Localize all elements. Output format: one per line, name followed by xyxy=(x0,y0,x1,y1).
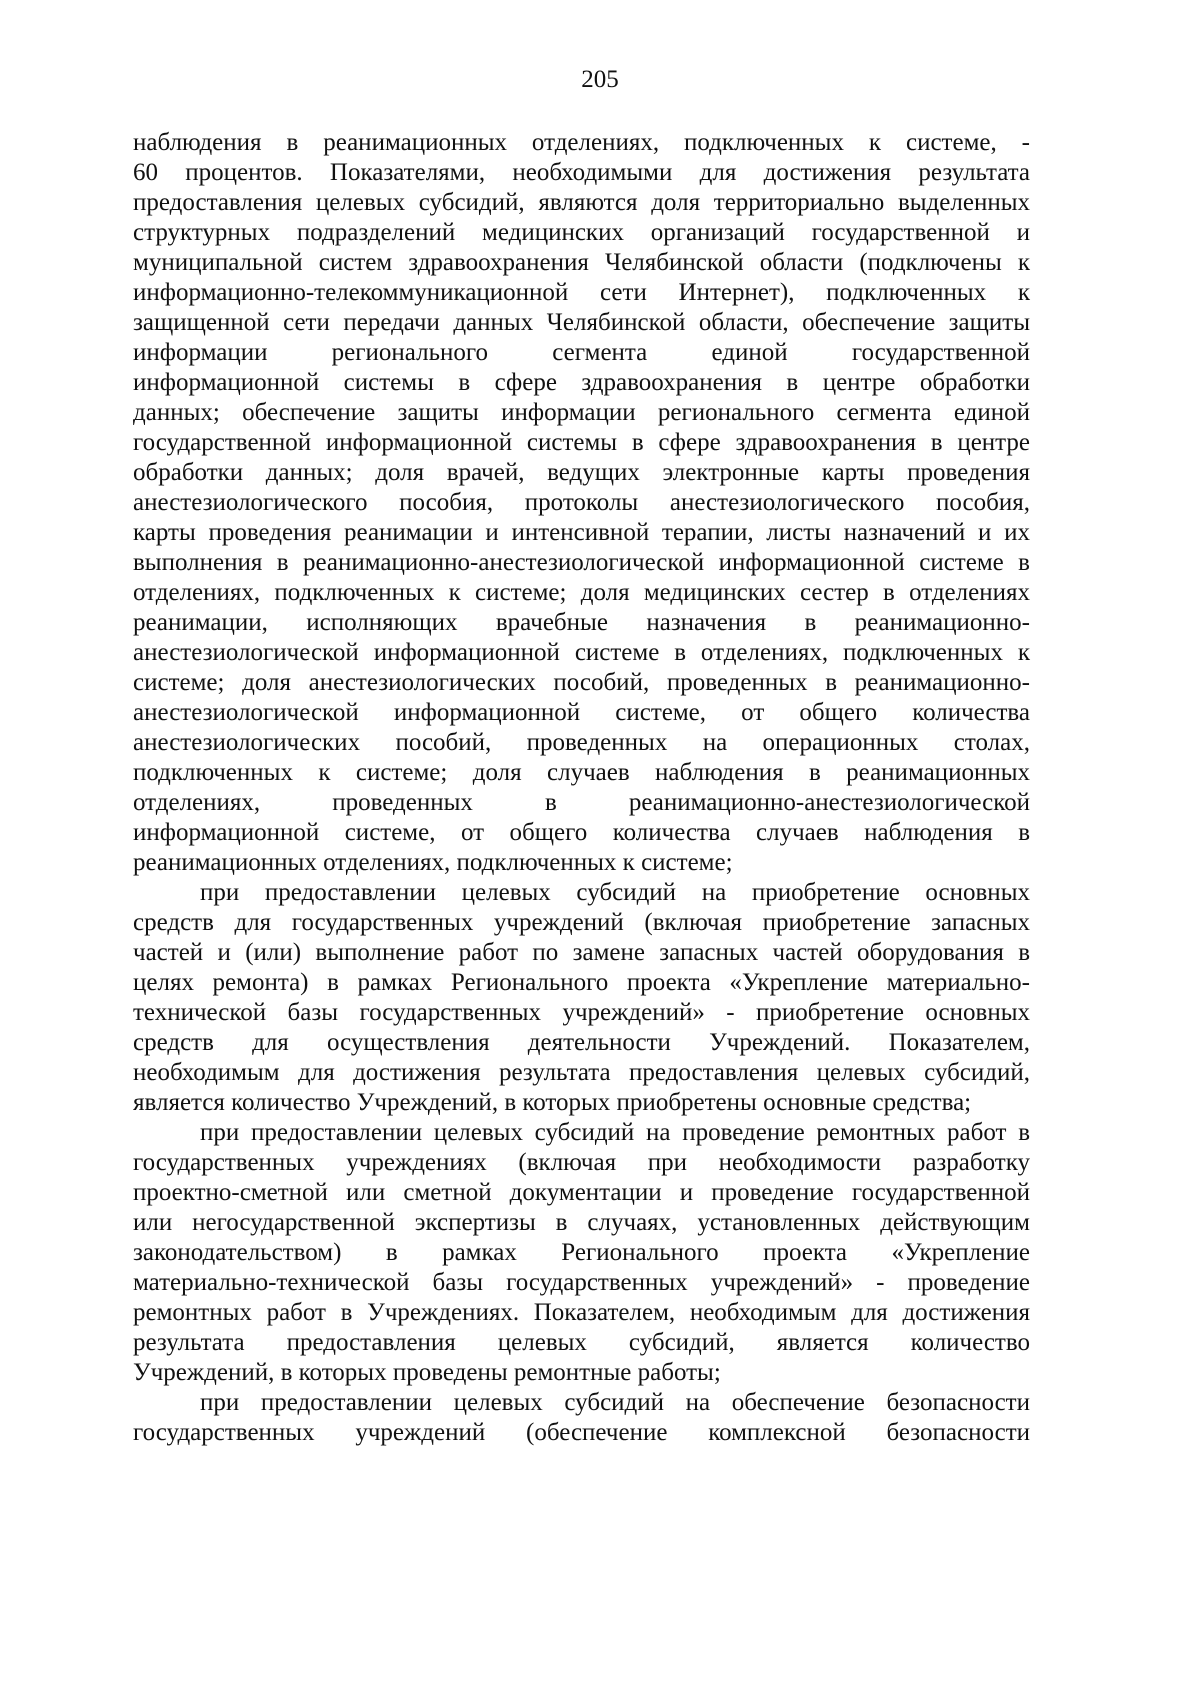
text-line: средств для осуществления деятельности Учреждений. Показателем, xyxy=(133,1029,1030,1056)
text-line: информационной системе, от общего количества случаев наблюдения в xyxy=(133,819,1030,846)
text-line: Учреждений, в которых проведены ремонтные работы; xyxy=(133,1359,721,1386)
text-line: наблюдения в реанимационных отделениях, подключенных к системе, - xyxy=(133,129,1030,156)
text-line: информации регионального сегмента единой государственной xyxy=(133,339,1030,366)
text-line: является количество Учреждений, в которых приобретены основные средства; xyxy=(133,1089,972,1116)
text-line: анестезиологических пособий, проведенных на операционных столах, xyxy=(133,729,1030,756)
text-line: выполнения в реанимационно-анестезиологической информационной системе в xyxy=(133,549,1030,576)
text-line: государственной информационной системы в сфере здравоохранения в центре xyxy=(133,429,1030,456)
text-line: подключенных к системе; доля случаев наблюдения в реанимационных xyxy=(133,759,1030,786)
text-line: государственных учреждениях (включая при необходимости разработку xyxy=(133,1149,1030,1176)
text-line: защищенной сети передачи данных Челябинской области, обеспечение защиты xyxy=(133,309,1030,336)
text-line: анестезиологической информационной системе в отделениях, подключенных к xyxy=(133,639,1030,666)
text-line: при предоставлении целевых субсидий на проведение ремонтных работ в xyxy=(200,1119,1030,1146)
text-line: проектно-сметной или сметной документации и проведение государственной xyxy=(133,1179,1030,1206)
text-line: технической базы государственных учреждений» - приобретение основных xyxy=(133,999,1030,1026)
document-body xyxy=(133,128,1030,1448)
text-line: муниципальной систем здравоохранения Челябинской области (подключены к xyxy=(133,249,1030,276)
text-line: отделениях, проведенных в реанимационно-анестезиологической xyxy=(133,789,1030,816)
text-line: предоставления целевых субсидий, являются доля территориально выделенных xyxy=(133,189,1030,216)
text-line: 60 процентов. Показателями, необходимыми для достижения результата xyxy=(133,159,1030,186)
text-line: структурных подразделений медицинских организаций государственной и xyxy=(133,219,1030,246)
paragraph xyxy=(133,878,1030,1118)
text-line: материально-технической базы государственных учреждений» - проведение xyxy=(133,1269,1030,1296)
text-line: анестезиологической информационной системе, от общего количества xyxy=(133,699,1030,726)
text-line: анестезиологического пособия, протоколы анестезиологического пособия, xyxy=(133,489,1030,516)
paragraph xyxy=(133,1388,1030,1448)
text-line: целях ремонта) в рамках Регионального проекта «Укрепление материально- xyxy=(133,969,1030,996)
text-line: средств для государственных учреждений (включая приобретение запасных xyxy=(133,909,1030,936)
page-number: 205 xyxy=(581,66,619,93)
text-line: частей и (или) выполнение работ по замене запасных частей оборудования в xyxy=(133,939,1030,966)
text-line: или негосударственной экспертизы в случаях, установленных действующим xyxy=(133,1209,1030,1236)
text-line: данных; обеспечение защиты информации регионального сегмента единой xyxy=(133,399,1030,426)
paragraph xyxy=(133,1118,1030,1388)
text-line: законодательством) в рамках Регионального проекта «Укрепление xyxy=(133,1239,1030,1266)
text-line: необходимым для достижения результата предоставления целевых субсидий, xyxy=(133,1059,1030,1086)
text-line: карты проведения реанимации и интенсивной терапии, листы назначений и их xyxy=(133,519,1030,546)
text-line: обработки данных; доля врачей, ведущих электронные карты проведения xyxy=(133,459,1030,486)
paragraph xyxy=(133,128,1030,878)
text-line: при предоставлении целевых субсидий на приобретение основных xyxy=(200,879,1030,906)
text-line: информационной системы в сфере здравоохранения в центре обработки xyxy=(133,369,1030,396)
text-line: государственных учреждений (обеспечение комплексной безопасности xyxy=(133,1419,1030,1446)
text-line: при предоставлении целевых субсидий на обеспечение безопасности xyxy=(200,1389,1030,1416)
text-line: реанимации, исполняющих врачебные назначения в реанимационно- xyxy=(133,609,1030,636)
text-line: информационно-телекоммуникационной сети Интернет), подключенных к xyxy=(133,279,1030,306)
text-line: результата предоставления целевых субсидий, является количество xyxy=(133,1329,1030,1356)
text-line: реанимационных отделениях, подключенных к системе; xyxy=(133,849,733,876)
text-line: ремонтных работ в Учреждениях. Показателем, необходимым для достижения xyxy=(133,1299,1030,1326)
text-line: системе; доля анестезиологических пособий, проведенных в реанимационно- xyxy=(133,669,1030,696)
text-line: отделениях, подключенных к системе; доля медицинских сестер в отделениях xyxy=(133,579,1030,606)
